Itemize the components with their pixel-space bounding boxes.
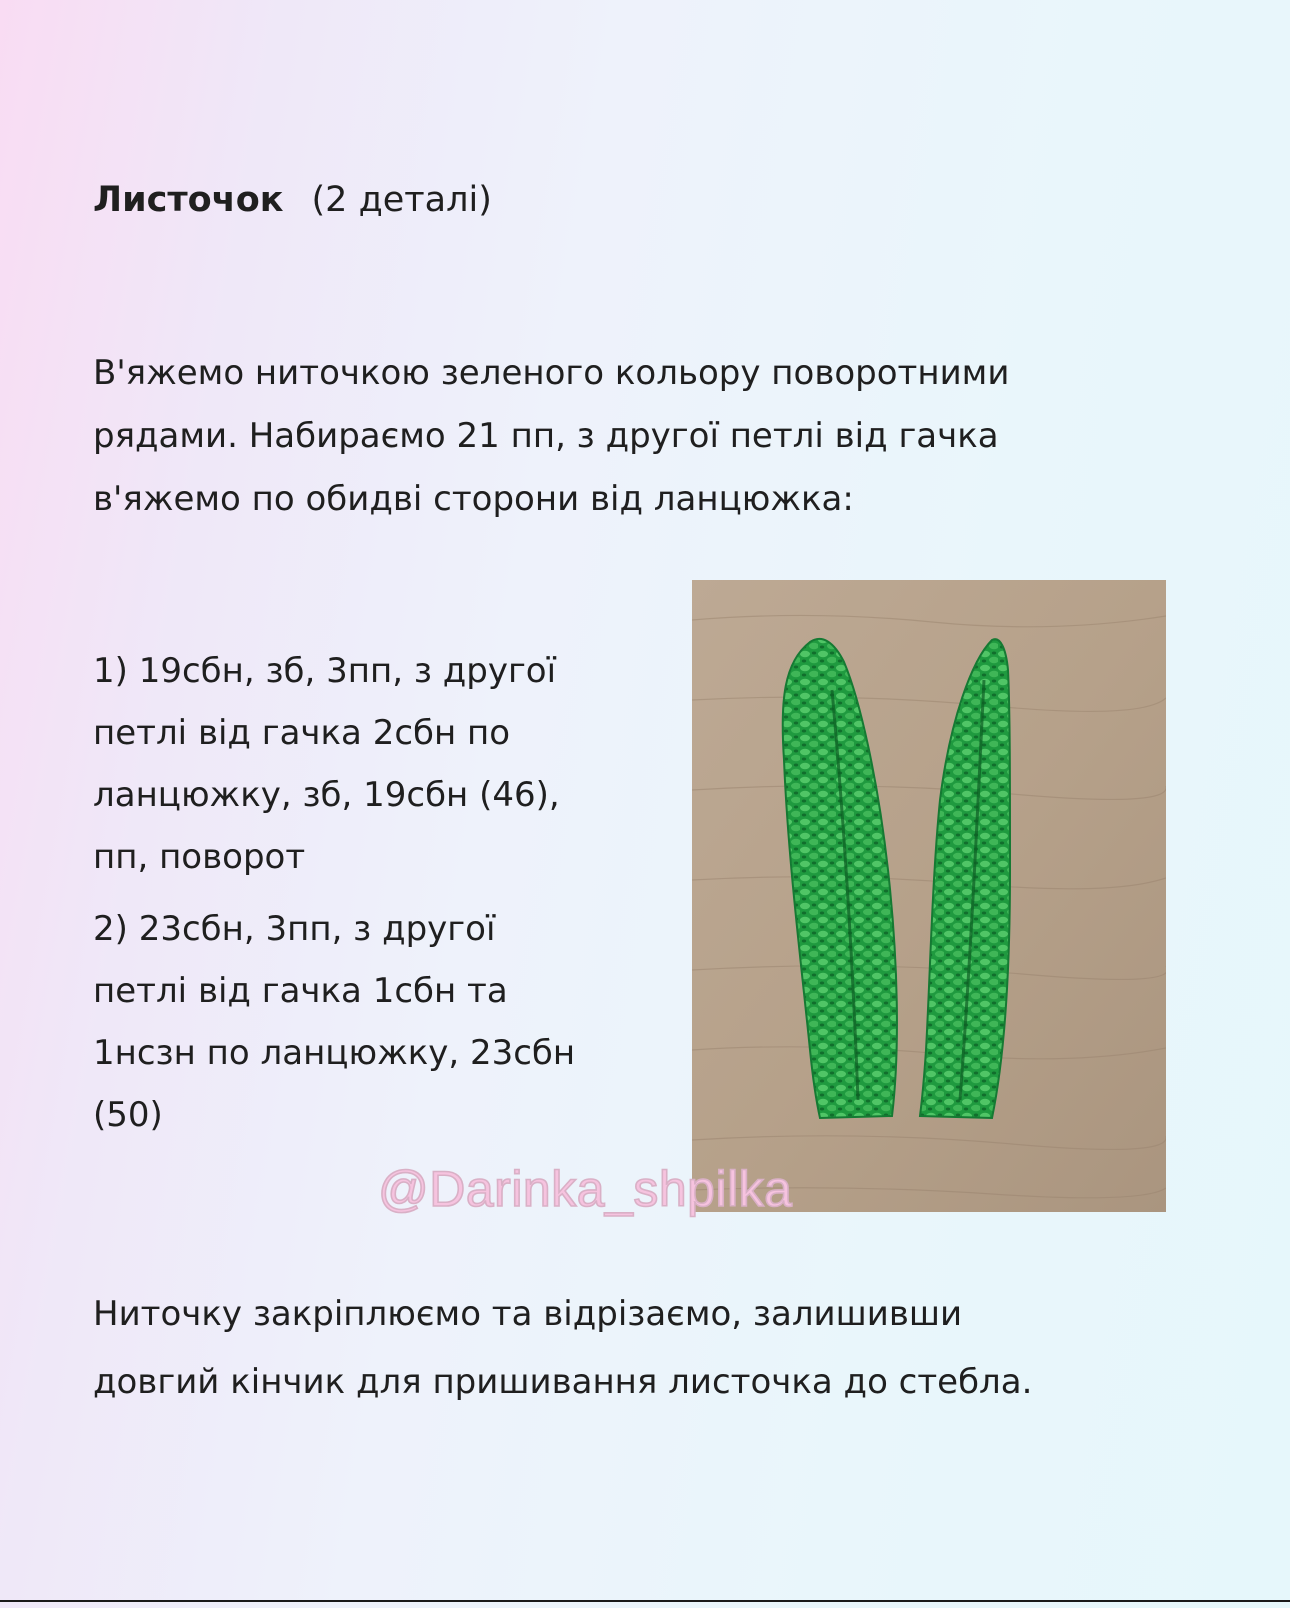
row-line: ланцюжку, зб, 19сбн (46), — [93, 775, 560, 815]
row-line: 1нсзн по ланцюжку, 23сбн — [93, 1033, 576, 1073]
row-line: 1) 19сбн, зб, 3пп, з другої — [93, 651, 557, 691]
row-line: (50) — [93, 1095, 163, 1135]
crochet-leaves-photo — [692, 580, 1166, 1212]
outro-line: Ниточку закріплюємо та відрізаємо, залишивши — [93, 1294, 963, 1334]
intro-line: рядами. Набираємо 21 пп, з другої петлі від гачка — [93, 416, 999, 456]
row-line: петлі від гачка 1сбн та — [93, 971, 508, 1011]
row-1-instruction — [93, 640, 673, 888]
finishing-paragraph — [93, 1280, 1223, 1416]
row-line: пп, поворот — [93, 837, 306, 877]
row-line: петлі від гачка 2сбн по — [93, 713, 511, 753]
intro-line: В'яжемо ниточкою зеленого кольору поворотними — [93, 353, 1010, 393]
intro-paragraph — [93, 342, 1213, 531]
title-parts-count: (2 деталі) — [311, 180, 492, 220]
outro-line: довгий кінчик для пришивання листочка до стебла. — [93, 1362, 1033, 1402]
title-main: Листочок — [93, 180, 284, 220]
section-title — [93, 180, 492, 220]
watermark-handle: @Darinka_shpilka — [378, 1161, 793, 1217]
row-2-instruction — [93, 898, 673, 1146]
row-instructions — [93, 640, 673, 1156]
intro-line: в'яжемо по обидві сторони від ланцюжка: — [93, 479, 854, 519]
row-line: 2) 23сбн, 3пп, з другої — [93, 909, 496, 949]
bottom-divider — [0, 1600, 1290, 1602]
